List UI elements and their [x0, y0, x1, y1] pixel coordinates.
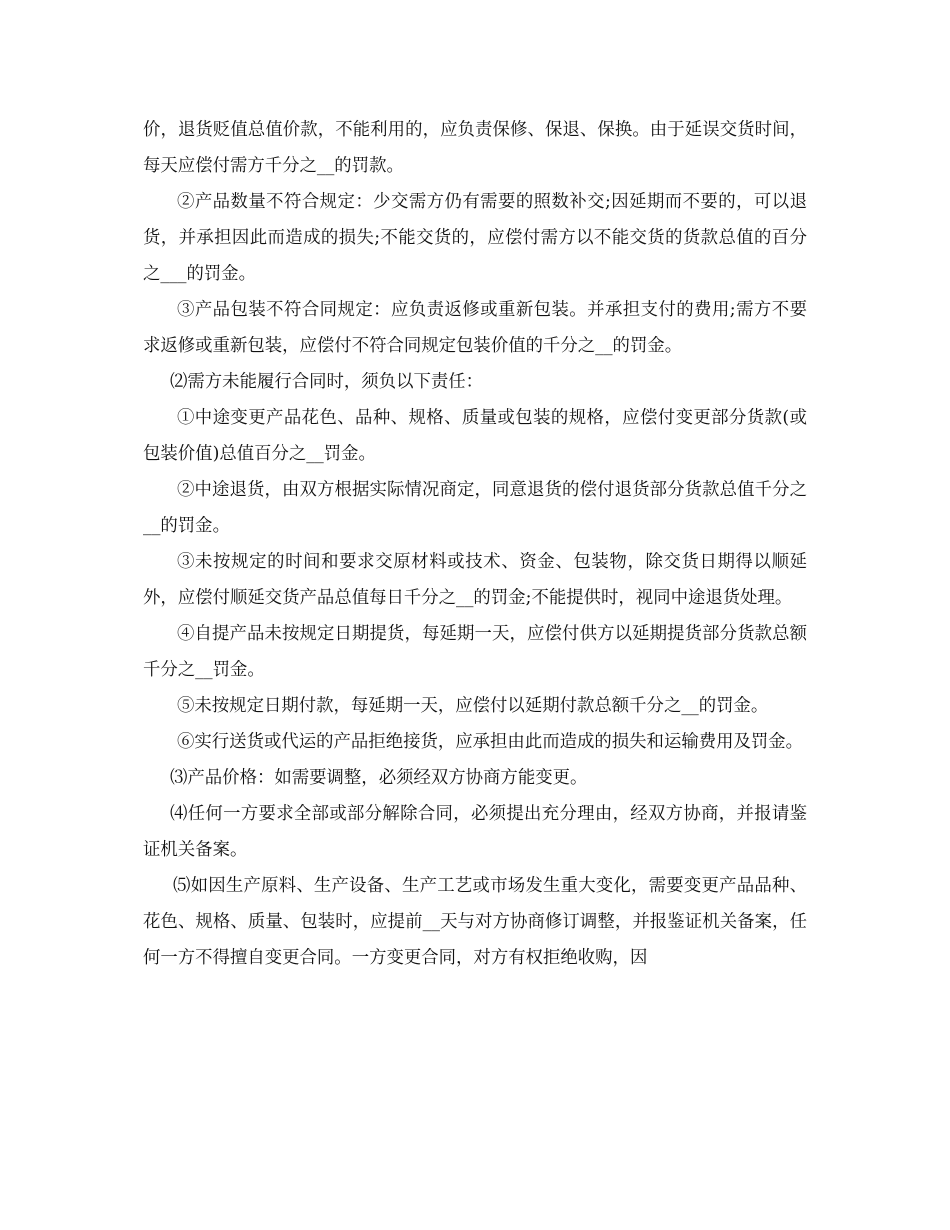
paragraph-materials-clause: ③未按规定的时间和要求交原材料或技术、资金、包装物，除交货日期得以顺延外，应偿付顺延交货产品总值每日千分之__的罚金;不能提供时，视同中途退货处理。 [143, 552, 807, 608]
paragraph-return-goods-clause: ②中途退货，由双方根据实际情况商定，同意退货的偿付退货部分货款总值千分之__的罚金。 [143, 480, 807, 536]
paragraph-quantity-clause: ②产品数量不符合规定：少交需方仍有需要的照数补交;因延期而不要的，可以退货，并承担因此而造成的损失;不能交货的，应偿付需方以不能交货的货款总值的百分之___的罚金。 [143, 192, 807, 284]
document-body [143, 112, 807, 976]
paragraph-delivery-refusal-clause: ⑥实行送货或代运的产品拒绝接货，应承担由此而造成的损失和运输费用及罚金。 [177, 732, 804, 752]
paragraph-continuation: 价，退货贬值总值价款，不能利用的，应负责保修、保退、保换。由于延误交货时间，每天应偿付需方千分之__的罚款。 [143, 120, 807, 176]
paragraph-termination-clause: ⑷任何一方要求全部或部分解除合同，必须提出充分理由，经双方协商，并报请鉴证机关备案。 [143, 804, 807, 860]
paragraph-payment-clause: ⑤未按规定日期付款，每延期一天，应偿付以延期付款总额千分之__的罚金。 [177, 696, 769, 716]
paragraph-price-clause: ⑶产品价格：如需要调整，必须经双方协商方能变更。 [170, 768, 588, 788]
paragraph-buyer-liability-heading: ⑵需方未能履行合同时，须负以下责任： [170, 372, 484, 392]
paragraph-pickup-clause: ④自提产品未按规定日期提货，每延期一天，应偿付供方以延期提货部分货款总额千分之__罚金。 [143, 624, 807, 680]
paragraph-packaging-clause: ③产品包装不符合同规定：应负责返修或重新包装。并承担支付的费用;需方不要求返修或重新包装，应偿付不符合同规定包装价值的千分之__的罚金。 [143, 300, 807, 356]
paragraph-major-change-clause: ⑸如因生产原料、生产设备、生产工艺或市场发生重大变化，需要变更产品品种、花色、规格、质量、包装时，应提前__天与对方协商修订调整，并报鉴证机关备案，任何一方不得擅自变更合同。一方变更合同，对方有权拒绝收购，因 [143, 876, 807, 968]
paragraph-change-product-clause: ①中途变更产品花色、品种、规格、质量或包装的规格，应偿付变更部分货款(或包装价值)总值百分之__罚金。 [143, 408, 807, 464]
